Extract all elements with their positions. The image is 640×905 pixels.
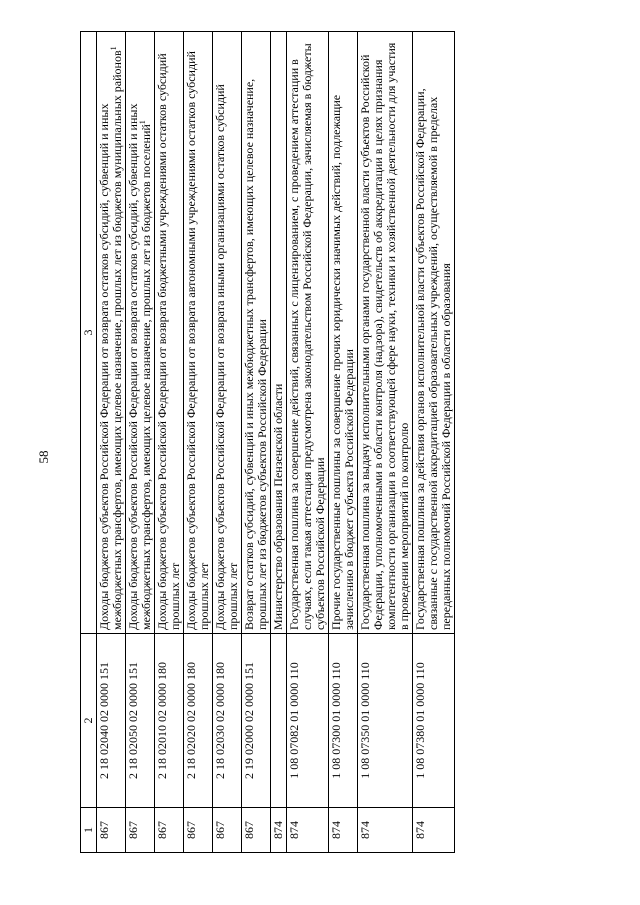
table-row bbox=[329, 32, 358, 853]
table-row bbox=[97, 32, 126, 853]
admin-code-cell: 867 bbox=[126, 808, 155, 853]
admin-code-cell: 874 bbox=[271, 808, 287, 853]
budget-code-cell: 1 08 07380 01 0000 110 bbox=[413, 634, 455, 808]
footnote-mark: 1 bbox=[138, 120, 147, 125]
budget-code-cell bbox=[271, 634, 287, 808]
revenue-codes-table bbox=[80, 31, 455, 853]
budget-code-cell: 1 08 07300 01 0000 110 bbox=[329, 634, 358, 808]
table-row bbox=[213, 32, 242, 853]
admin-code-cell: 867 bbox=[242, 808, 271, 853]
admin-code-cell: 874 bbox=[329, 808, 358, 853]
budget-code-cell: 2 18 02020 02 0000 180 bbox=[184, 634, 213, 808]
admin-code-cell: 867 bbox=[213, 808, 242, 853]
description-cell: Доходы бюджетов субъектов Российской Федерации от возврата бюджетными учреждениями остатков субсидий прошлых лет bbox=[155, 32, 184, 634]
budget-code-cell: 2 19 02000 02 0000 151 bbox=[242, 634, 271, 808]
table-row bbox=[184, 32, 213, 853]
budget-code-cell: 2 18 02040 02 0000 151 bbox=[97, 634, 126, 808]
description-cell: Министерство образования Пензенской области bbox=[271, 32, 287, 634]
admin-code-cell: 867 bbox=[184, 808, 213, 853]
table-row bbox=[287, 32, 329, 853]
header-col-1: 1 bbox=[81, 808, 97, 853]
table-row bbox=[242, 32, 271, 853]
table-row bbox=[271, 32, 287, 853]
description-cell: Государственная пошлина за действия органов исполнительной власти субъектов Российской Федерации, связанные с государственной аккредитацией образовательных учреждений, осуществляемой в пределах переданных полномочий Российской Федерации в области образования bbox=[413, 32, 455, 634]
description-text: Доходы бюджетов субъектов Российской Федерации от возврата остатков субсидий, субвенций и иных межбюджетных трансфертов, имеющих целевое назначение, прошлых лет из бюджетов муниципальных районов bbox=[97, 50, 124, 630]
table-row bbox=[126, 32, 155, 853]
table-row bbox=[413, 32, 455, 853]
description-text: Доходы бюджетов субъектов Российской Федерации от возврата остатков субсидий, субвенций и иных межбюджетных трансфертов, имеющих целевое назначение, прошлых лет из бюджетов поселений bbox=[126, 103, 153, 630]
budget-code-cell: 1 08 07082 01 0000 110 bbox=[287, 634, 329, 808]
header-col-3: 3 bbox=[81, 32, 97, 634]
description-cell: Государственная пошлина за совершение действий, связанных с лицензированием, с проведением аттестации в случаях, если такая аттестация предусмотрена законодательством Российской Федерации, зачисляемая в бюджеты субъектов Российской Федерации bbox=[287, 32, 329, 634]
rotated-table-container bbox=[80, 31, 550, 853]
budget-code-cell: 1 08 07350 01 0000 110 bbox=[358, 634, 413, 808]
description-cell: Доходы бюджетов субъектов Российской Федерации от возврата иными организациями остатков субсидий прошлых лет bbox=[213, 32, 242, 634]
budget-code-cell: 2 18 02030 02 0000 180 bbox=[213, 634, 242, 808]
table-row bbox=[358, 32, 413, 853]
admin-code-cell: 874 bbox=[358, 808, 413, 853]
header-col-2: 2 bbox=[81, 634, 97, 808]
description-cell: Прочие государственные пошлины за совершение прочих юридически значимых действий, подлежащие зачислению в бюджет субъекта Российской Федерации bbox=[329, 32, 358, 634]
admin-code-cell: 867 bbox=[97, 808, 126, 853]
page-number: 58 bbox=[36, 450, 51, 464]
budget-code-cell: 2 18 02010 02 0000 180 bbox=[155, 634, 184, 808]
description-cell: Доходы бюджетов субъектов Российской Федерации от возврата автономными учреждениями остатков субсидий прошлых лет bbox=[184, 32, 213, 634]
table-row bbox=[155, 32, 184, 853]
description-cell: Возврат остатков субсидий, субвенций и иных межбюджетных трансфертов, имеющих целевое назначение, прошлых лет из бюджетов субъектов Российской Федерации bbox=[242, 32, 271, 634]
description-cell: Государственная пошлина за выдачу исполнительными органами государственной власти субъектов Российской Федерации, уполномоченными в области контроля (надзора), свидетельств об аккредитации в целях признания компетентности организации в соответствующей сфере науки, техники и хозяйственной деятельности для участия в проведении мероприятий по контролю bbox=[358, 32, 413, 634]
description-cell bbox=[97, 32, 126, 634]
description-cell bbox=[126, 32, 155, 634]
footnote-mark: 1 bbox=[109, 46, 118, 51]
admin-code-cell: 874 bbox=[413, 808, 455, 853]
table-header-row bbox=[81, 32, 97, 853]
admin-code-cell: 867 bbox=[155, 808, 184, 853]
budget-code-cell: 2 18 02050 02 0000 151 bbox=[126, 634, 155, 808]
admin-code-cell: 874 bbox=[287, 808, 329, 853]
